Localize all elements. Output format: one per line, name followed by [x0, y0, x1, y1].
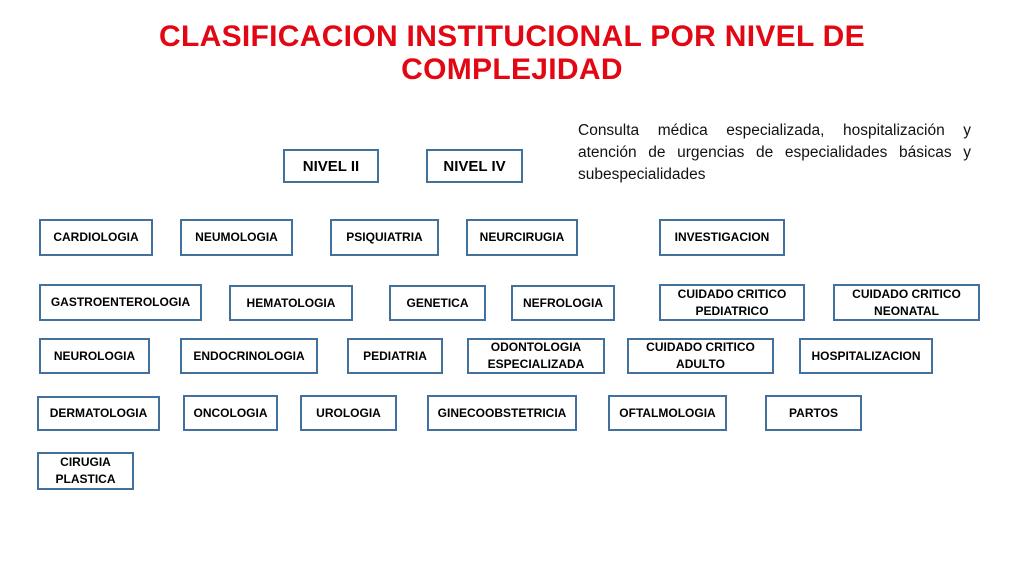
service-box-urologia: UROLOGIA [300, 395, 397, 431]
service-box-cuidado-critico-pediatrico: CUIDADO CRITICO PEDIATRICO [659, 284, 805, 321]
service-box-cuidado-critico-adulto: CUIDADO CRITICO ADULTO [627, 338, 774, 374]
service-box-cardiologia: CARDIOLOGIA [39, 219, 153, 256]
service-box-partos: PARTOS [765, 395, 862, 431]
page-title: CLASIFICACION INSTITUCIONAL POR NIVEL DE COMPLEJIDAD [159, 20, 865, 86]
service-box-investigacion: INVESTIGACION [659, 219, 785, 256]
service-box-odontologia-especializada: ODONTOLOGIA ESPECIALIZADA [467, 338, 605, 374]
service-box-nefrologia: NEFROLOGIA [511, 285, 615, 321]
service-box-oftalmologia: OFTALMOLOGIA [608, 395, 727, 431]
service-box-pediatria: PEDIATRIA [347, 338, 443, 374]
service-box-genetica: GENETICA [389, 285, 486, 321]
level-box-iv: NIVEL IV [426, 149, 523, 183]
service-box-hospitalizacion: HOSPITALIZACION [799, 338, 933, 374]
service-box-neumologia: NEUMOLOGIA [180, 219, 293, 256]
service-box-psiquiatria: PSIQUIATRIA [330, 219, 439, 256]
service-box-neurcirugia: NEURCIRUGIA [466, 219, 578, 256]
service-box-cuidado-critico-neonatal: CUIDADO CRITICO NEONATAL [833, 284, 980, 321]
service-box-hematologia: HEMATOLOGIA [229, 285, 353, 321]
service-box-endocrinologia: ENDOCRINOLOGIA [180, 338, 318, 374]
level-box-ii: NIVEL II [283, 149, 379, 183]
service-box-neurologia: NEUROLOGIA [39, 338, 150, 374]
service-box-oncologia: ONCOLOGIA [183, 395, 278, 431]
service-box-dermatologia: DERMATOLOGIA [37, 396, 160, 431]
service-box-ginecoobstetricia: GINECOOBSTETRICIA [427, 395, 577, 431]
level-description: Consulta médica especializada, hospitalización y atención de urgencias de especialidades básicas y subespecialidades [578, 122, 971, 183]
service-box-gastroenterologia: GASTROENTEROLOGIA [39, 284, 202, 321]
service-box-cirugia-plastica: CIRUGIA PLASTICA [37, 452, 134, 490]
